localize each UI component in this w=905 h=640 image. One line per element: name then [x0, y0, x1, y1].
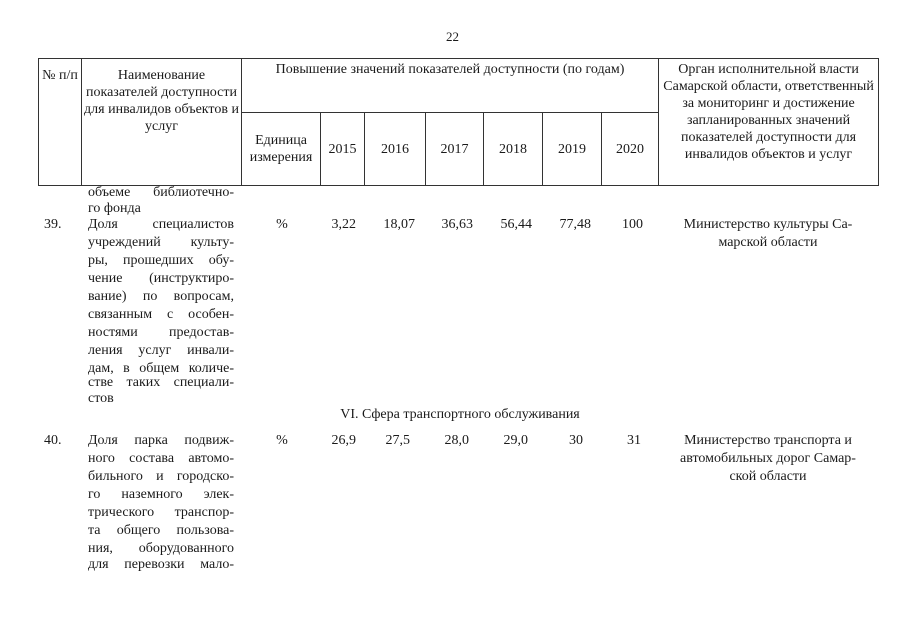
header-year: 2018: [484, 113, 543, 186]
row-org-line: Министерство культуры Са-: [683, 217, 853, 232]
row-value: 30: [569, 433, 583, 448]
row-value: 31: [627, 433, 641, 448]
row-name-line: ностями предостав-: [88, 325, 234, 340]
row-name-line: связанным с особен-: [88, 307, 234, 322]
row-name-line: го наземного элек-: [88, 487, 234, 502]
row-name-line: чение (инструктиро-: [88, 271, 234, 286]
header-name: Наименование показателей доступности для инвалидов объектов и услуг: [82, 59, 242, 186]
row-value: 18,07: [383, 217, 415, 232]
row-name-line: та общего пользова-: [88, 523, 234, 538]
row-unit: %: [276, 433, 288, 448]
continuation-line: го фонда: [88, 201, 141, 216]
header-year: 2017: [426, 113, 484, 186]
row-name-line: ния, оборудованного: [88, 541, 234, 556]
row-value: 29,0: [503, 433, 528, 448]
row-num: 39.: [44, 217, 62, 232]
row-name-line: трического транспор-: [88, 505, 234, 520]
row-org-line: Министерство транспорта и: [684, 433, 852, 448]
row-name-line: дам, в общем количе-: [88, 361, 234, 376]
header-unit: Единица измерения: [242, 113, 321, 186]
row-org-line: марской области: [718, 235, 818, 250]
table-header: [38, 58, 879, 186]
row-name-line: Доля специалистов: [88, 217, 234, 232]
row-org-line: ской области: [729, 469, 807, 484]
row-value: 26,9: [331, 433, 356, 448]
row-name-line: ного состава автомо-: [88, 451, 234, 466]
row-value: 100: [622, 217, 643, 232]
row-name-line: Доля парка подвиж-: [88, 433, 234, 448]
header-org: Орган исполнительной власти Самарской области, ответственный за мониторинг и достижение запланированных значений показателей доступности для инвалидов объектов и услуг: [659, 59, 879, 186]
header-num: № п/п: [39, 59, 82, 186]
row-num: 40.: [44, 433, 62, 448]
header-year: 2019: [543, 113, 602, 186]
continuation-line: объеме библиотечно-: [88, 185, 234, 200]
header-year: 2016: [365, 113, 426, 186]
row-value: 56,44: [500, 217, 532, 232]
row-value: 77,48: [559, 217, 591, 232]
row-name-line: бильного и городско-: [88, 469, 234, 484]
row-name-line: учреждений культу-: [88, 235, 234, 250]
row-name-line: для перевозки мало-: [88, 557, 234, 572]
row-name-line: вание) по вопросам,: [88, 289, 234, 304]
row-value: 36,63: [441, 217, 473, 232]
page-number: 22: [446, 29, 459, 44]
row-name-line: ры, прошедших обу-: [88, 253, 234, 268]
row-name-line: ления услуг инвали-: [88, 343, 234, 358]
header-year: 2015: [321, 113, 365, 186]
row-name-line: стве таких специали-: [88, 375, 234, 390]
row-unit: %: [276, 217, 288, 232]
header-year: 2020: [602, 113, 659, 186]
section-title: VI. Сфера транспортного обслуживания: [340, 407, 580, 422]
header-group: Повышение значений показателей доступности (по годам): [242, 59, 659, 113]
row-name-line: стов: [88, 391, 114, 406]
row-value: 27,5: [385, 433, 410, 448]
row-value: 28,0: [444, 433, 469, 448]
row-org-line: автомобильных дорог Самар-: [680, 451, 856, 466]
row-value: 3,22: [331, 217, 356, 232]
